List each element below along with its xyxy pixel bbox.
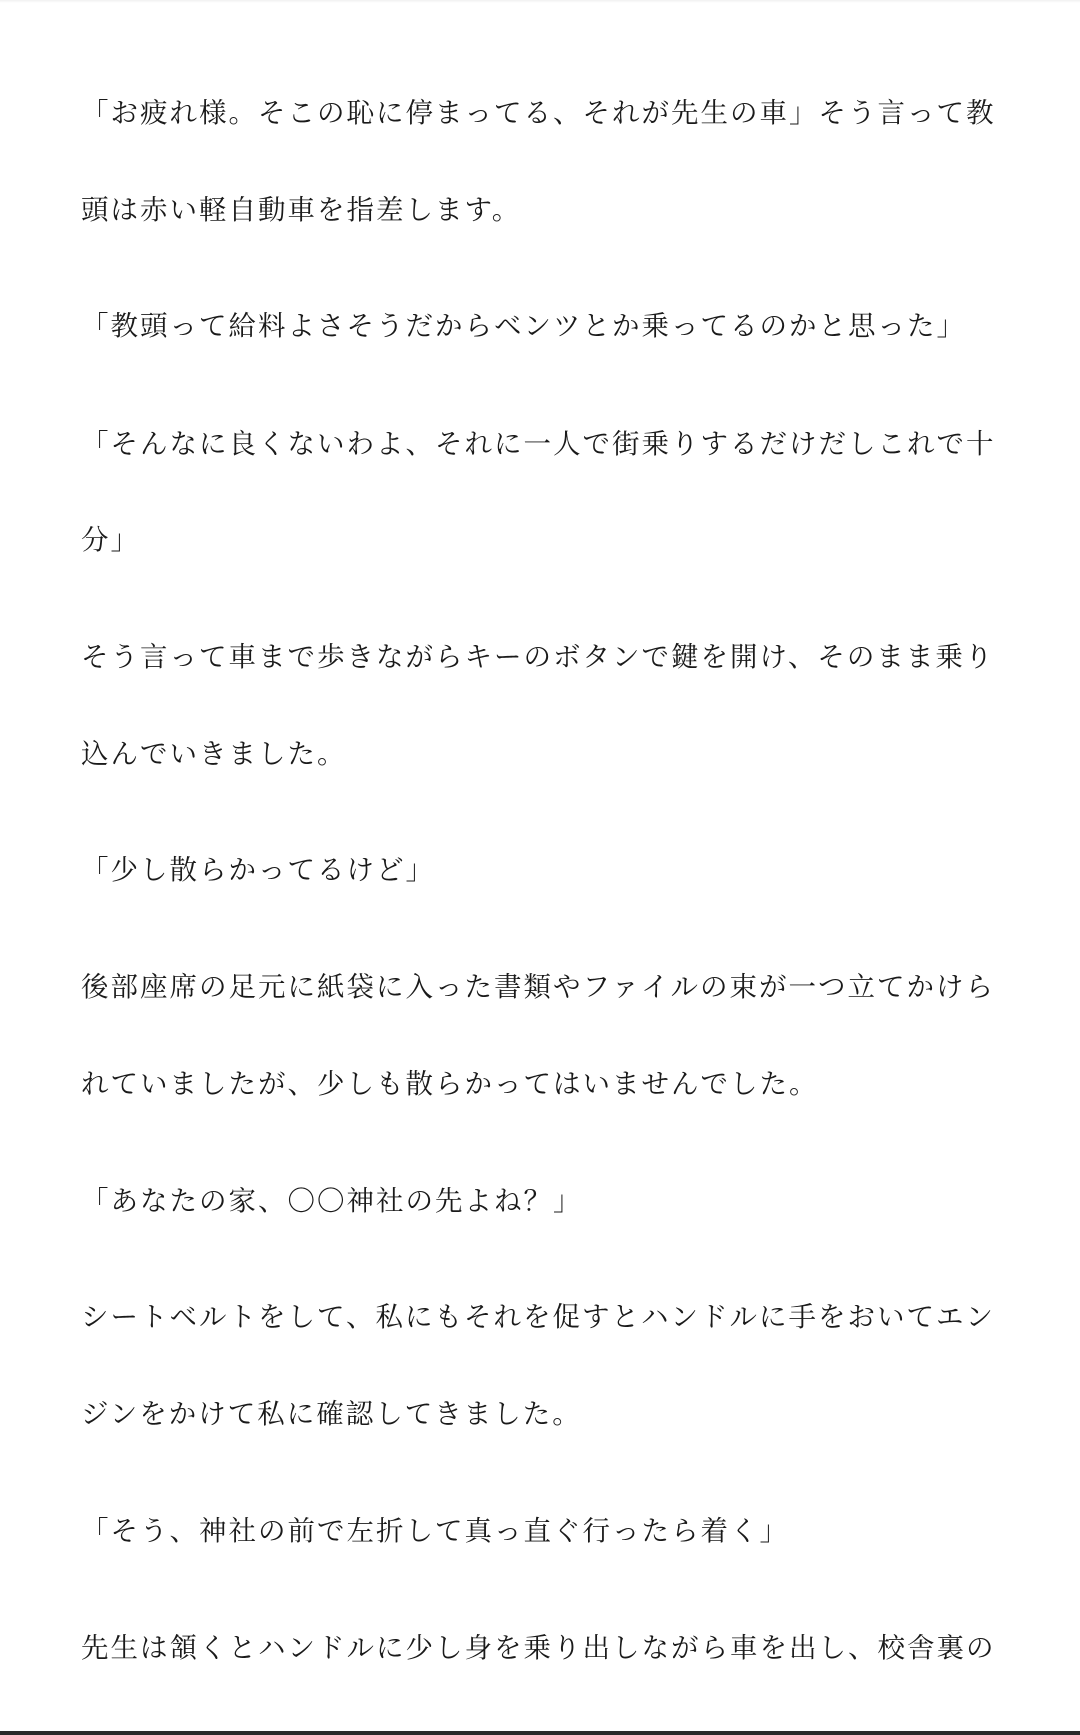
text-line-6: そう言って車まで歩きながらキーのボタンで鍵を開け、そのまま乗り	[81, 641, 995, 673]
text-line-4: 「そんなに良くないわよ、それに一人で街乗りするだけだしこれで十	[81, 428, 996, 460]
text-line-12: シートベルトをして、私にもそれを促すとハンドルに手をおいてエン	[81, 1301, 995, 1333]
text-line-2: 頭は赤い軽自動車を指差します。	[81, 194, 522, 226]
text-line-3: 「教頭って給料よさそうだからベンツとか乗ってるのかと思った」	[81, 310, 966, 342]
text-line-5: 分」	[81, 524, 140, 556]
text-line-13: ジンをかけて私に確認してきました。	[81, 1398, 582, 1430]
bottom-rule	[0, 1731, 1080, 1735]
text-line-9: 後部座席の足元に紙袋に入った書類やファイルの束が一つ立てかけら	[81, 971, 995, 1003]
text-line-7: 込んでいきました。	[81, 738, 347, 770]
text-line-11: 「あなたの家、〇〇神社の先よね？」	[81, 1185, 583, 1217]
text-line-1: 「お疲れ様。そこの恥に停まってる、それが先生の車」そう言って教	[81, 97, 996, 129]
text-line-14: 「そう、神社の前で左折して真っ直ぐ行ったら着く」	[81, 1515, 789, 1547]
text-line-15: 先生は頷くとハンドルに少し身を乗り出しながら車を出し、校舎裏の	[81, 1632, 996, 1664]
text-line-10: れていましたが、少しも散らかってはいませんでした。	[81, 1068, 819, 1100]
top-edge	[0, 0, 1080, 3]
text-line-8: 「少し散らかってるけど」	[81, 854, 435, 886]
